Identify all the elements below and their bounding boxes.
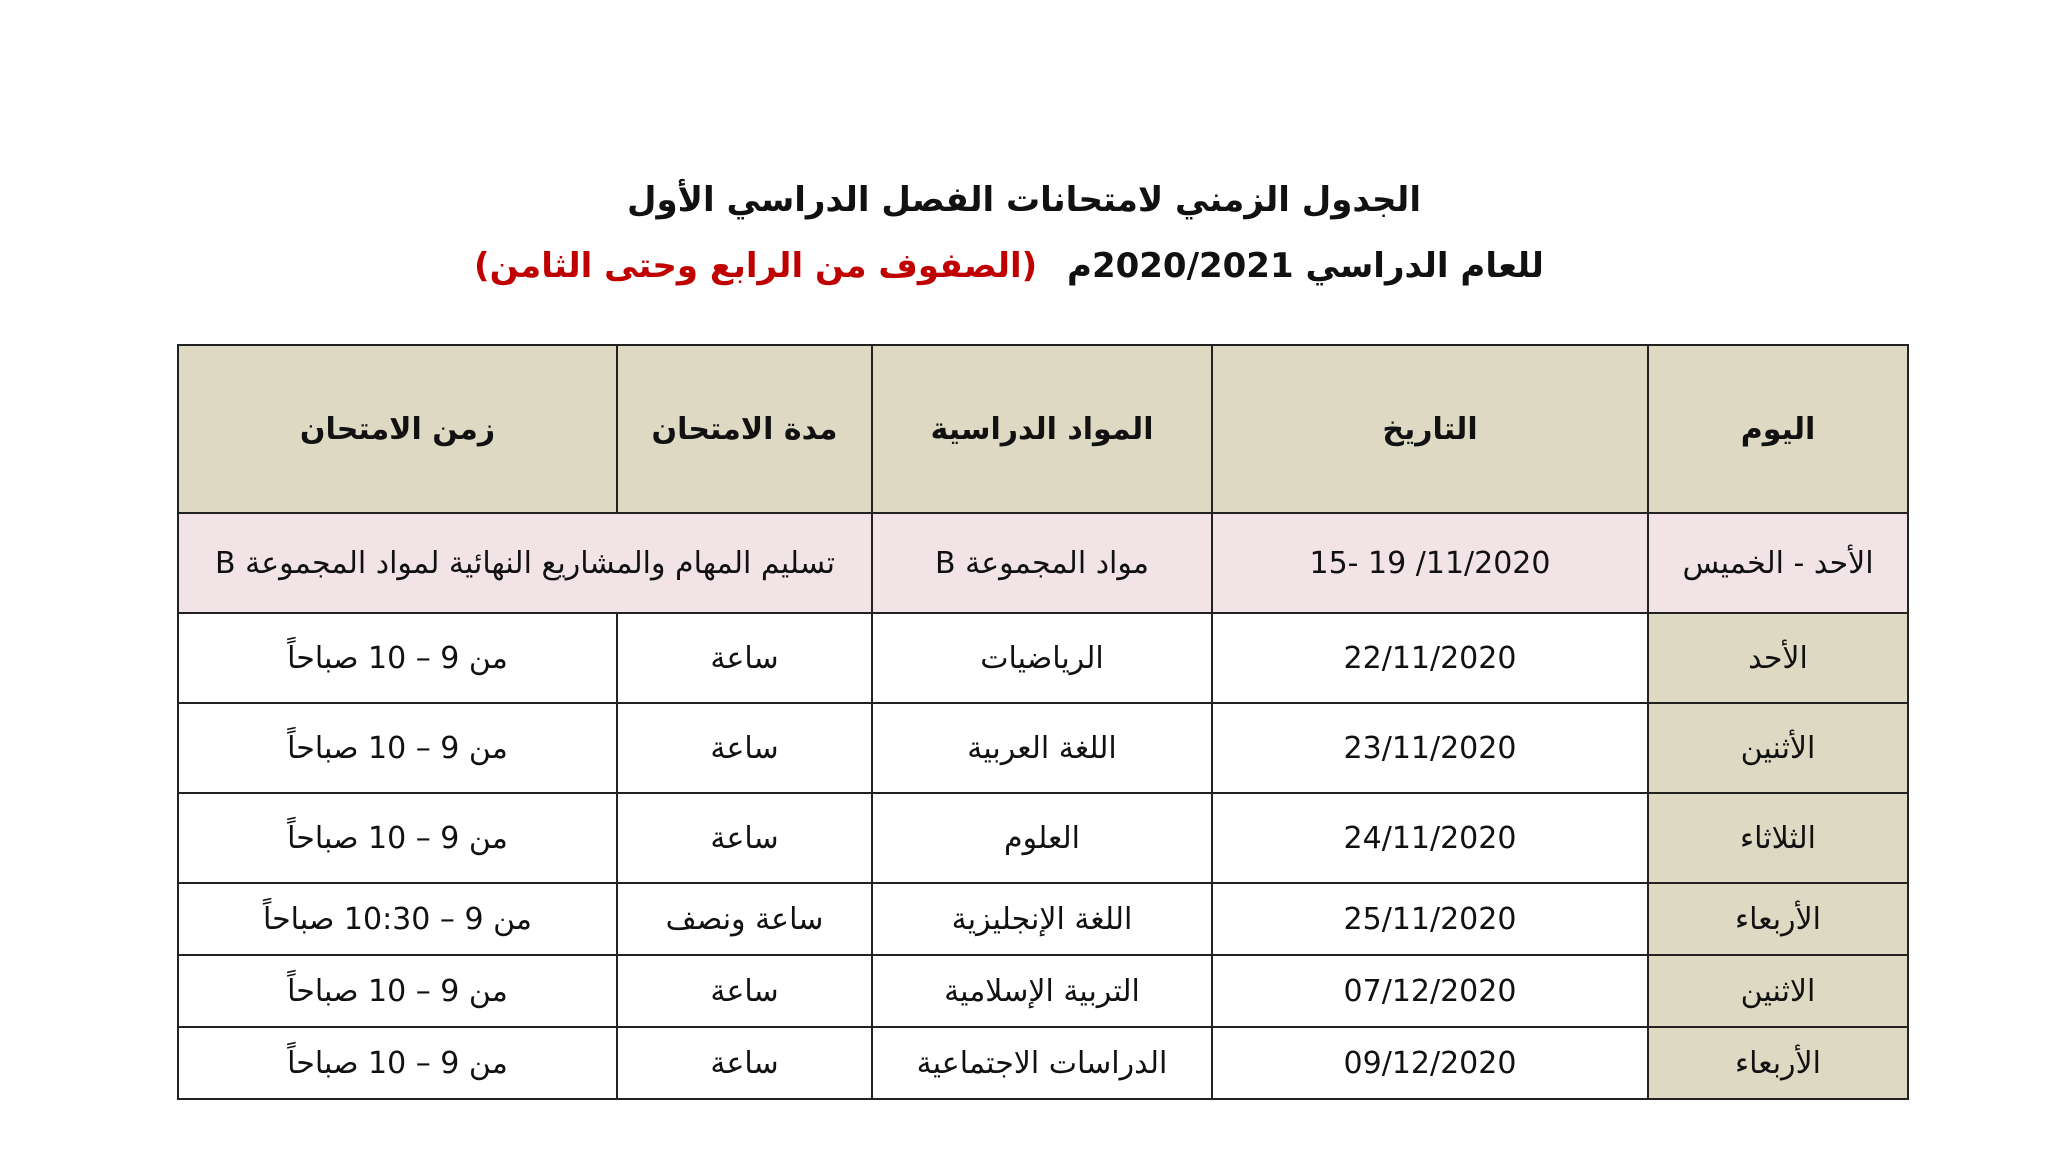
- date-cell: [1212, 613, 1648, 703]
- time-cell: من 9 – 10 صباحاً: [178, 1027, 617, 1099]
- table-row: [178, 703, 1908, 793]
- subject-cell: الدراسات الاجتماعية: [872, 1027, 1212, 1099]
- date-cell: [1212, 955, 1648, 1027]
- group-subject-text: مواد المجموعة B: [935, 545, 1149, 581]
- group-date-cell: [1212, 513, 1648, 613]
- group-date-text: 15- 19 /11/2020: [1309, 545, 1551, 581]
- duration-cell: ساعة ونصف: [617, 883, 872, 955]
- time-cell: من 9 – 10 صباحاً: [178, 793, 617, 883]
- day-cell: الأحد: [1648, 613, 1908, 703]
- subject-cell: الرياضيات: [872, 613, 1212, 703]
- date-text: 09/12/2020: [1343, 1045, 1517, 1081]
- header-date: التاريخ: [1212, 345, 1648, 513]
- day-cell: الأربعاء: [1648, 883, 1908, 955]
- day-cell: الأثنين: [1648, 703, 1908, 793]
- title-block: [0, 170, 2048, 302]
- table-row: [178, 1027, 1908, 1099]
- date-text: 23/11/2020: [1343, 730, 1517, 766]
- group-subject-cell: [872, 513, 1212, 613]
- table-row: [178, 793, 1908, 883]
- date-cell: [1212, 883, 1648, 955]
- date-text: 22/11/2020: [1343, 640, 1517, 676]
- header-subject: المواد الدراسية: [872, 345, 1212, 513]
- header-time: زمن الامتحان: [178, 345, 617, 513]
- time-cell: من 9 – 10 صباحاً: [178, 613, 617, 703]
- date-cell: [1212, 793, 1648, 883]
- group-note-cell: [178, 513, 872, 613]
- grades-label: (الصفوف من الرابع وحتى الثامن): [474, 246, 1038, 286]
- time-cell: من 9 – 10:30 صباحاً: [178, 883, 617, 955]
- duration-cell: ساعة: [617, 703, 872, 793]
- academic-year-label: للعام الدراسي 2020/2021م: [1067, 246, 1544, 286]
- group-note-text: تسليم المهام والمشاريع النهائية لمواد المجموعة B: [215, 545, 835, 581]
- page-title: الجدول الزمني لامتحانات الفصل الدراسي الأول: [627, 180, 1421, 220]
- time-cell: من 9 – 10 صباحاً: [178, 703, 617, 793]
- group-day-cell: [1648, 513, 1908, 613]
- duration-cell: ساعة: [617, 1027, 872, 1099]
- duration-cell: ساعة: [617, 613, 872, 703]
- exam-schedule-table: [177, 344, 1909, 1100]
- table-row: [178, 955, 1908, 1027]
- duration-cell: ساعة: [617, 955, 872, 1027]
- table-header-row: [178, 345, 1908, 513]
- header-duration: مدة الامتحان: [617, 345, 872, 513]
- date-text: 25/11/2020: [1343, 901, 1517, 937]
- date-cell: [1212, 703, 1648, 793]
- date-text: 24/11/2020: [1343, 820, 1517, 856]
- group-b-row: [178, 513, 1908, 613]
- subject-cell: التربية الإسلامية: [872, 955, 1212, 1027]
- day-cell: الثلاثاء: [1648, 793, 1908, 883]
- table-row: [178, 613, 1908, 703]
- date-text: 07/12/2020: [1343, 973, 1517, 1009]
- page-subtitle: [0, 230, 2018, 302]
- subject-cell: اللغة العربية: [872, 703, 1212, 793]
- time-cell: من 9 – 10 صباحاً: [178, 955, 617, 1027]
- header-day: اليوم: [1648, 345, 1908, 513]
- table-row: [178, 883, 1908, 955]
- date-cell: [1212, 1027, 1648, 1099]
- day-cell: الاثنين: [1648, 955, 1908, 1027]
- subject-cell: اللغة الإنجليزية: [872, 883, 1212, 955]
- subject-cell: العلوم: [872, 793, 1212, 883]
- duration-cell: ساعة: [617, 793, 872, 883]
- group-day-text: الأحد - الخميس: [1682, 545, 1874, 581]
- day-cell: الأربعاء: [1648, 1027, 1908, 1099]
